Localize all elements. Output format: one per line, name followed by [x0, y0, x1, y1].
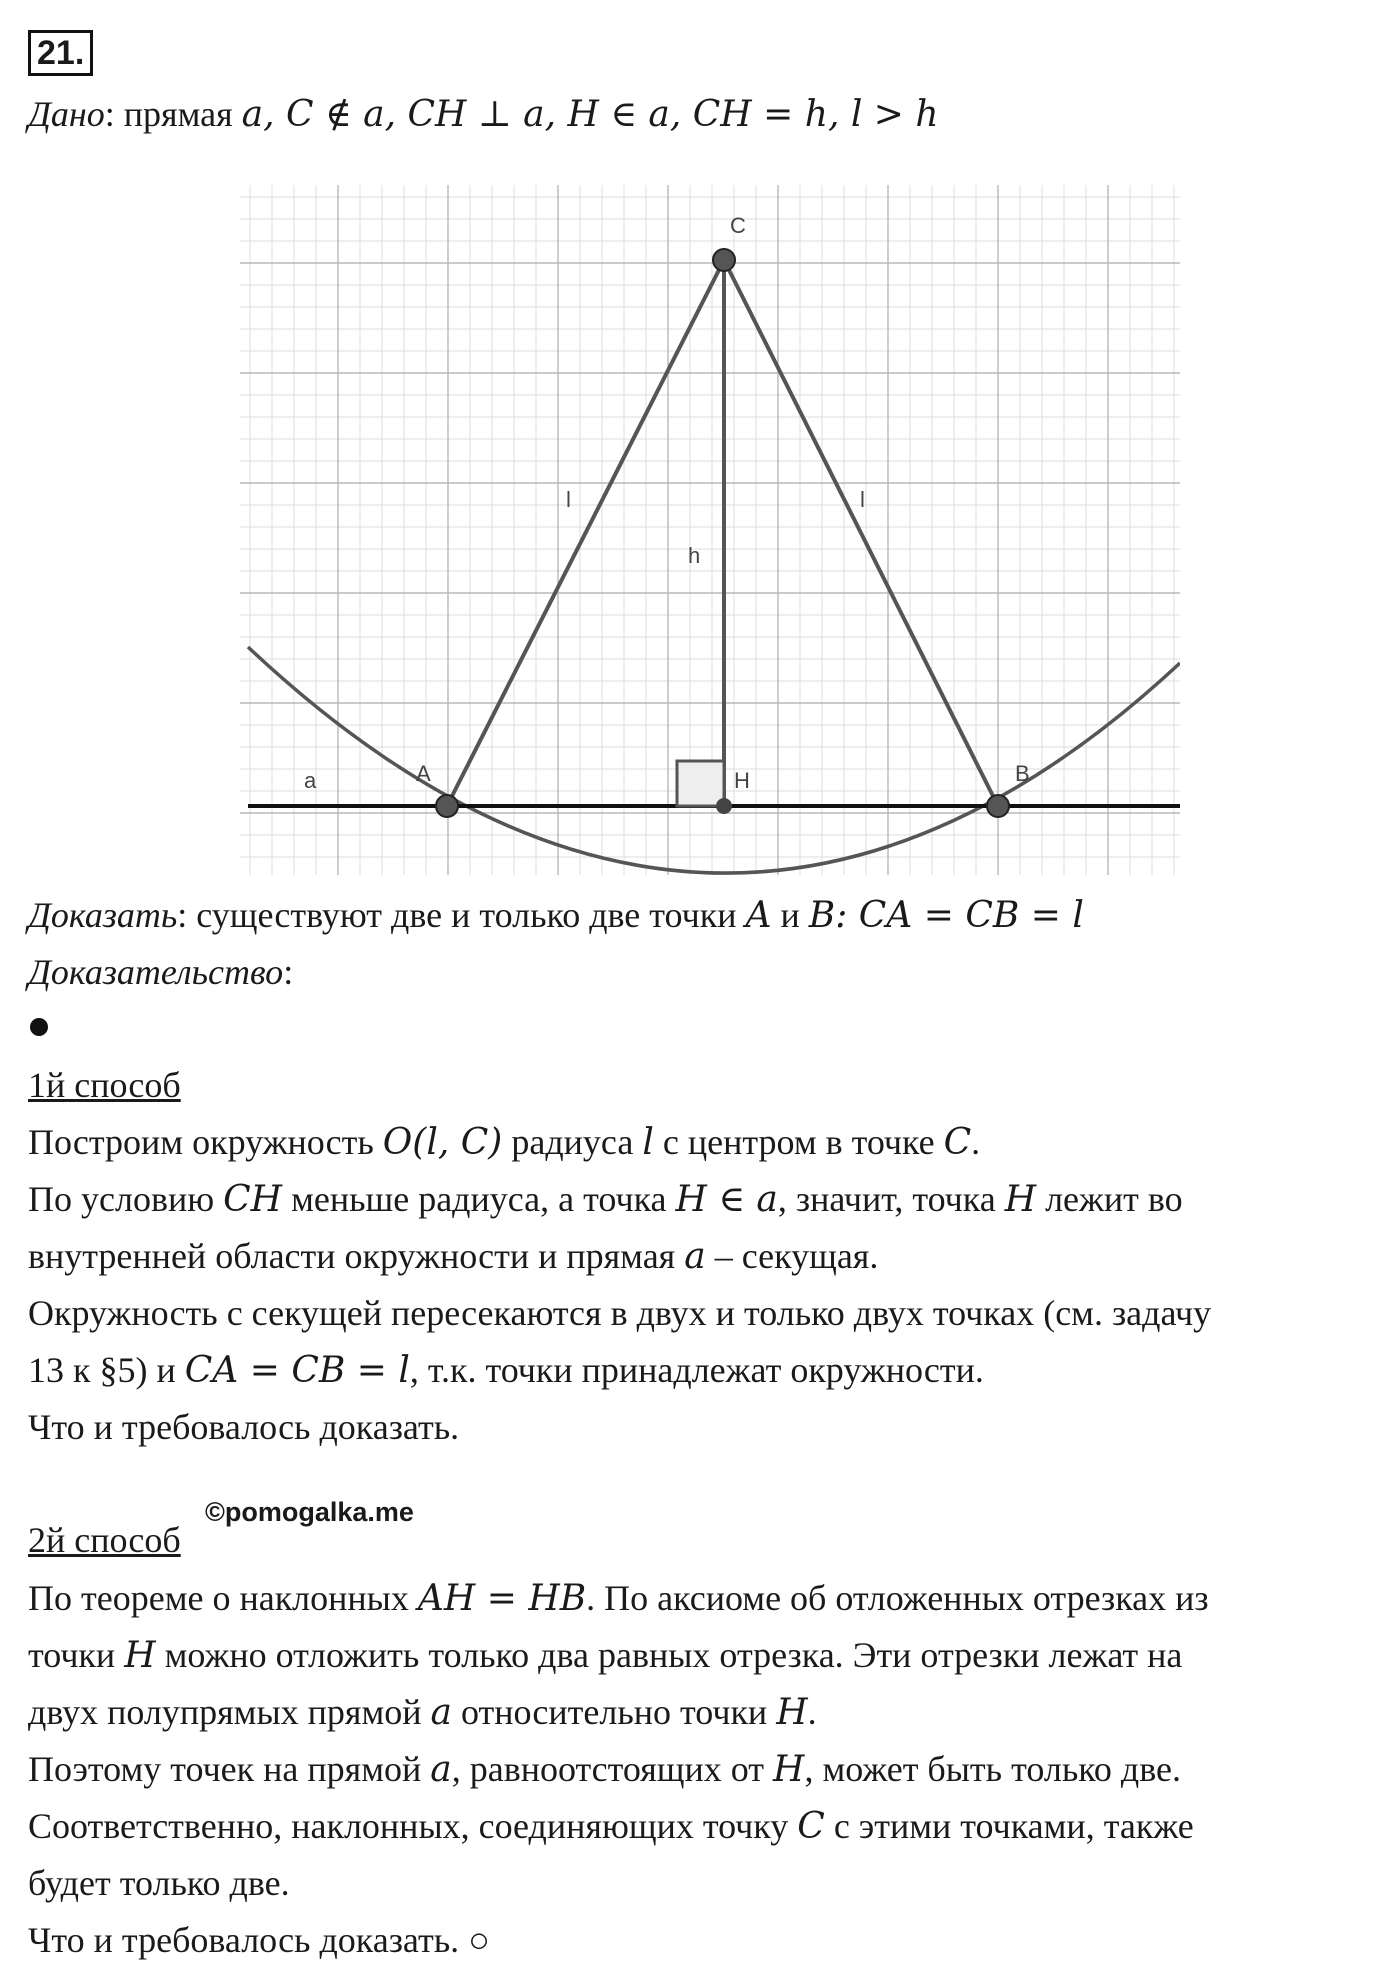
label-H: H [734, 768, 750, 793]
method2-line-2: точки H можно отложить только два равных отрезка. Эти отрезки лежат на [28, 1635, 1183, 1676]
point-B [987, 795, 1009, 817]
method1-title [28, 1063, 181, 1107]
geometry-figure [240, 185, 1180, 885]
method1-line-4: Окружность с секущей пересекаются в двух и только двух точках (см. задачу [28, 1293, 1212, 1333]
method2-line-5: Соответственно, наклонных, соединяющих точку C с этими точками, также [28, 1806, 1194, 1847]
segment-CA [447, 260, 724, 806]
method1-line-1: Построим окружность O(l, C) радиуса l с центром в точке C. [28, 1122, 981, 1163]
method2-line-1: По теореме о наклонных AH = HB. По аксиоме об отложенных отрезках из [28, 1578, 1209, 1619]
proof-heading [28, 950, 293, 994]
given-label: Дано [28, 94, 105, 134]
label-h: h [688, 543, 701, 568]
label-C: C [730, 213, 746, 238]
given-text: : прямая [104, 94, 242, 134]
label-A: A [416, 761, 431, 786]
method1-line-5: 13 к §5) и CA = CB = l, т.к. точки принадлежат окружности. [28, 1350, 984, 1391]
method2-line-3: двух полупрямых прямой a относительно точки H. [28, 1692, 817, 1733]
method2-title [28, 1518, 181, 1562]
method2-line-6: будет только две. [28, 1863, 290, 1903]
prove-mid: и [771, 895, 809, 935]
method2-title-text: 2й способ [28, 1520, 181, 1560]
method2-line-7: Что и требовалось доказать. ○ [28, 1920, 490, 1960]
prove-math-b: B: CA = CB = l [808, 895, 1084, 936]
prove-text: : существуют две и только две точки [177, 895, 746, 935]
proof-colon: : [283, 952, 294, 992]
label-a: a [304, 768, 317, 793]
method2-line-4: Поэтому точек на прямой a, равноотстоящих от H, может быть только две. [28, 1749, 1181, 1790]
prove-label: Доказать [28, 895, 178, 935]
given-math: a, C ∉ a, CH ⊥ a, H ∈ a, CH = h, l > h [241, 94, 939, 135]
method1-line-2: По условию CH меньше радиуса, а точка H ∈ a, значит, точка H лежит во [28, 1179, 1183, 1220]
given-line [28, 92, 939, 137]
right-angle-mark [677, 761, 724, 806]
label-l-right: l [860, 487, 865, 512]
method1-title-text: 1й способ [28, 1065, 181, 1105]
method1-line-3: внутренней области окружности и прямая a – секущая. [28, 1236, 879, 1277]
prove-line [28, 893, 1084, 938]
segment-CB [724, 260, 998, 806]
method1-line-6: Что и требовалось доказать. [28, 1407, 460, 1447]
problem-number: 21. [28, 30, 93, 76]
label-l-left: l [566, 487, 571, 512]
point-A [436, 795, 458, 817]
prove-math-a: A [745, 895, 772, 936]
point-C [713, 249, 735, 271]
watermark: ©pomogalka.me [205, 1497, 414, 1527]
bullet-icon [30, 1018, 48, 1036]
label-B: B [1015, 761, 1030, 786]
point-H [716, 798, 732, 814]
proof-label: Доказательство [28, 952, 284, 992]
